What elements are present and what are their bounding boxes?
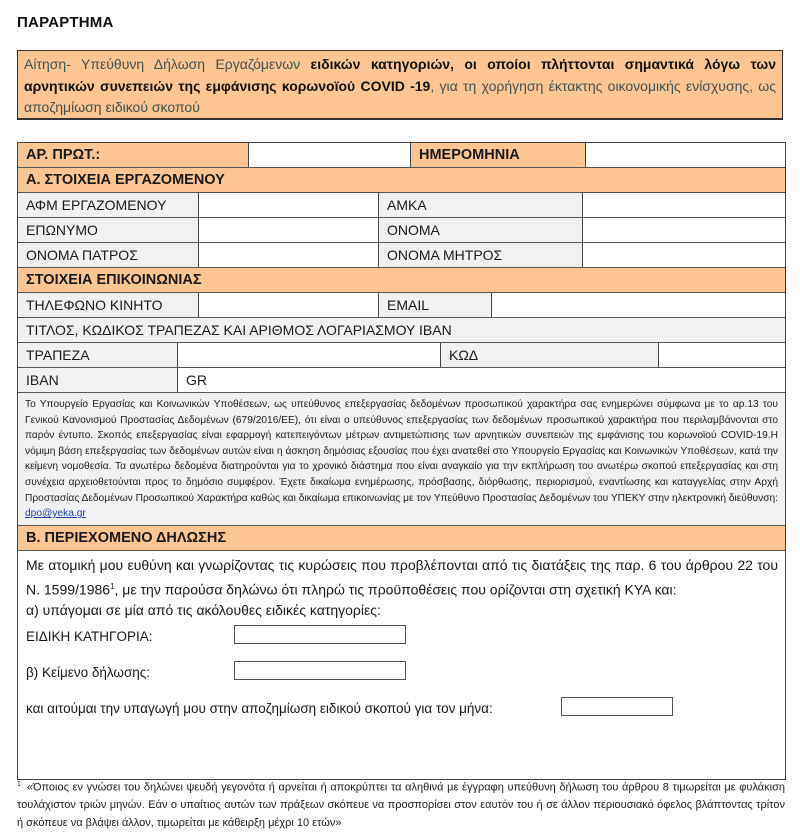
contact-row: [18, 293, 785, 318]
iban-row: [18, 368, 785, 393]
bank-heading-row: [18, 318, 785, 343]
protocol-label: ΑΡ. ΠΡΩΤ.:: [18, 143, 249, 167]
statement-text-label: β) Κείμενο δήλωσης:: [26, 664, 151, 680]
mobile-phone-label: ΤΗΛΕΦΩΝΟ ΚΙΝΗΤΟ: [18, 293, 199, 317]
form-title-box: [17, 50, 783, 120]
date-label: ΗΜΕΡΟΜΗΝΙΑ: [411, 143, 586, 167]
title-part-3: , για τη χορήγηση έκτακτης οικονομικής ενίσχυσης, ως αποζημίωση ειδικού σκοπού: [24, 77, 776, 115]
statement-text-field[interactable]: [234, 661, 406, 680]
surname-label: ΕΠΩΝΥΜΟ: [18, 218, 199, 242]
special-category-field[interactable]: [234, 625, 406, 644]
protocol-row: [18, 143, 785, 168]
bank-row: [18, 343, 785, 368]
privacy-notice-text: Το Υπουργείο Εργασίας και Κοινωνικών Υποθέσεων, ως υπεύθυνος επεξεργασίας δεδομένων προσωπικού χαρακτήρα σας ενημερώνει σύμφωνα με το αρ.13 του Γενικού Κανονισμού Προστασίας Δεδομένων (679/2016/ΕΕ), ότι είναι ο υπεύθυνος επεξεργασίας των δεδομένων προσωπικού χαρακτήρα που περιλαμβάνονται στο παρόν έντυπο. Σκοπός επεξεργασίας είναι εφαρμογή κατεπειγόντων μέτρων αντιμετώπισης των αρνητικών συνεπειών της εμφάνισης του κορωνοϊού COVID-19.Η νόμιμη βάση επεξεργασίας των δεδομένων αυτών είναι η άσκηση δημόσιας εξουσίας που έχει ανατεθεί στο Υπουργείο Εργασίας και Κοινωνικών Υποθέσεων, κατά την κείμενη νομοθεσία. Τα ανωτέρω δεδομένα διατηρούνται για το χρονικό διάστημα που είναι αναγκαίο για την εκπλήρωση του ανωτέρω σκοπού επεξεργασίας και στη συνέχεια αρχειοθετούνται προς το δημόσιο συμφέρον. Έχετε δικαίωμα ενημέρωσης, πρόσβασης, διόρθωσης, περιορισμού, εναντίωσης και καταγγελίας στην Αρχή Προστασίας Δεδομένων Προσωπικού Χαρακτήρα καθώς και δικαίωμα επικοινωνίας με τον Υπεύθυνο Προστασίας Δεδομένων του ΥΠΕΚΥ στην ηλεκτρονική διεύθυνση:: [25, 399, 778, 504]
section-a-heading: Α. ΣΤΟΙΧΕΙΑ ΕΡΓΑΖΟΜΕΝΟΥ: [18, 168, 785, 193]
bank-code-label: ΚΩΔ: [441, 343, 659, 367]
contact-heading: ΣΤΟΙΧΕΙΑ ΕΠΙΚΟΙΝΩΝΙΑΣ: [18, 268, 785, 293]
footnote-mark: 1·: [17, 781, 24, 788]
declaration-content: [18, 551, 785, 779]
bank-heading: ΤΙΤΛΟΣ, ΚΩΔΙΚΟΣ ΤΡΑΠΕΖΑΣ ΚΑΙ ΑΡΙΘΜΟΣ ΛΟΓΑΡΙΑΣΜΟΥ IBAN: [18, 318, 785, 342]
bank-code-field[interactable]: [659, 343, 785, 367]
mother-name-label: ΟΝΟΜΑ ΜΗΤΡΟΣ: [379, 243, 583, 267]
application-form-table: [17, 142, 786, 780]
declaration-categories-text: α) υπάγομαι σε μία από τις ακόλουθες ειδικές κατηγορίες:: [26, 602, 381, 619]
privacy-notice: [18, 393, 785, 526]
iban-label: IBAN: [18, 368, 178, 392]
section-b-heading: Β. ΠΕΡΙΕΧΟΜΕΝΟ ΔΗΛΩΣΗΣ: [18, 526, 785, 551]
father-name-field[interactable]: [199, 243, 379, 267]
special-category-label: ΕΙΔΙΚΗ ΚΑΤΗΓΟΡΙΑ:: [26, 628, 153, 644]
surname-field[interactable]: [199, 218, 379, 242]
footnote-text: «Όποιος εν γνώσει του δηλώνει ψευδή γεγονότα ή αρνείται ή αποκρύπτει τα αληθινά με έγγραφη υπεύθυνη δήλωση του άρθρου 8 τιμωρείται με φυλάκιση τουλάχιστον τριών μηνών. Εάν ο υπαίτιος αυτών των πράξεων σκόπευε να προσπορίσει στον εαυτόν του ή σε άλλον περιουσιακό όφελος βλάπτοντας τρίτον ή σκόπευε να βλάψει άλλον, τιμωρείται με κάθειρξη μέχρι 10 ετών»: [17, 781, 785, 829]
mother-name-field[interactable]: [583, 243, 785, 267]
title-part-1: Αίτηση- Υπεύθυνη Δήλωση Εργαζόμενων: [24, 56, 311, 72]
month-request-label: και αιτούμαι την υπαγωγή μου στην αποζημίωση ειδικού σκοπού για τον μήνα:: [26, 700, 493, 716]
iban-field[interactable]: GR: [178, 368, 785, 392]
dpo-email-link[interactable]: dpo@yeka.gr: [25, 508, 86, 520]
mobile-phone-field[interactable]: [199, 293, 379, 317]
amka-field[interactable]: [583, 193, 785, 217]
date-field[interactable]: [586, 143, 785, 167]
father-name-label: ΟΝΟΜΑ ΠΑΤΡΟΣ: [18, 243, 199, 267]
afm-field[interactable]: [199, 193, 379, 217]
first-name-field[interactable]: [583, 218, 785, 242]
title-part-2: ειδικών κατηγοριών, οι οποίοι πλήττονται σημαντικά λόγω των αρνητικών συνεπειών της εμφάνισης κορωνοϊού COVID -19: [24, 56, 777, 94]
employee-row: [18, 218, 785, 243]
employee-row: [18, 193, 785, 218]
protocol-number-field[interactable]: [249, 143, 411, 167]
first-name-label: ΟΝΟΜΑ: [379, 218, 583, 242]
declaration-intro: [26, 555, 778, 622]
month-field[interactable]: [561, 697, 673, 716]
footnote: [17, 776, 785, 832]
declaration-intro-text: Με ατομική μου ευθύνη και γνωρίζοντας τις κυρώσεις που προβλέπονται από τις διατάξεις της παρ. 6 του άρθρου 22 του Ν. 1599/1986: [26, 556, 778, 598]
email-field[interactable]: [492, 293, 785, 317]
bank-field[interactable]: [178, 343, 441, 367]
afm-label: ΑΦΜ ΕΡΓΑΖΟΜΕΝΟΥ: [18, 193, 199, 217]
declaration-intro-text-2: , με την παρούσα δηλώνω ότι πληρώ τις προϋποθέσεις που ορίζονται στη σχετική ΚΥΑ και:: [114, 581, 677, 598]
footnote-reference: 1: [110, 581, 115, 591]
annex-title: ΠΑΡΑΡΤΗΜΑ: [17, 14, 114, 31]
amka-label: ΑΜΚΑ: [379, 193, 583, 217]
employee-row: [18, 243, 785, 268]
bank-label: ΤΡΑΠΕΖΑ: [18, 343, 178, 367]
email-label: EMAIL: [379, 293, 492, 317]
